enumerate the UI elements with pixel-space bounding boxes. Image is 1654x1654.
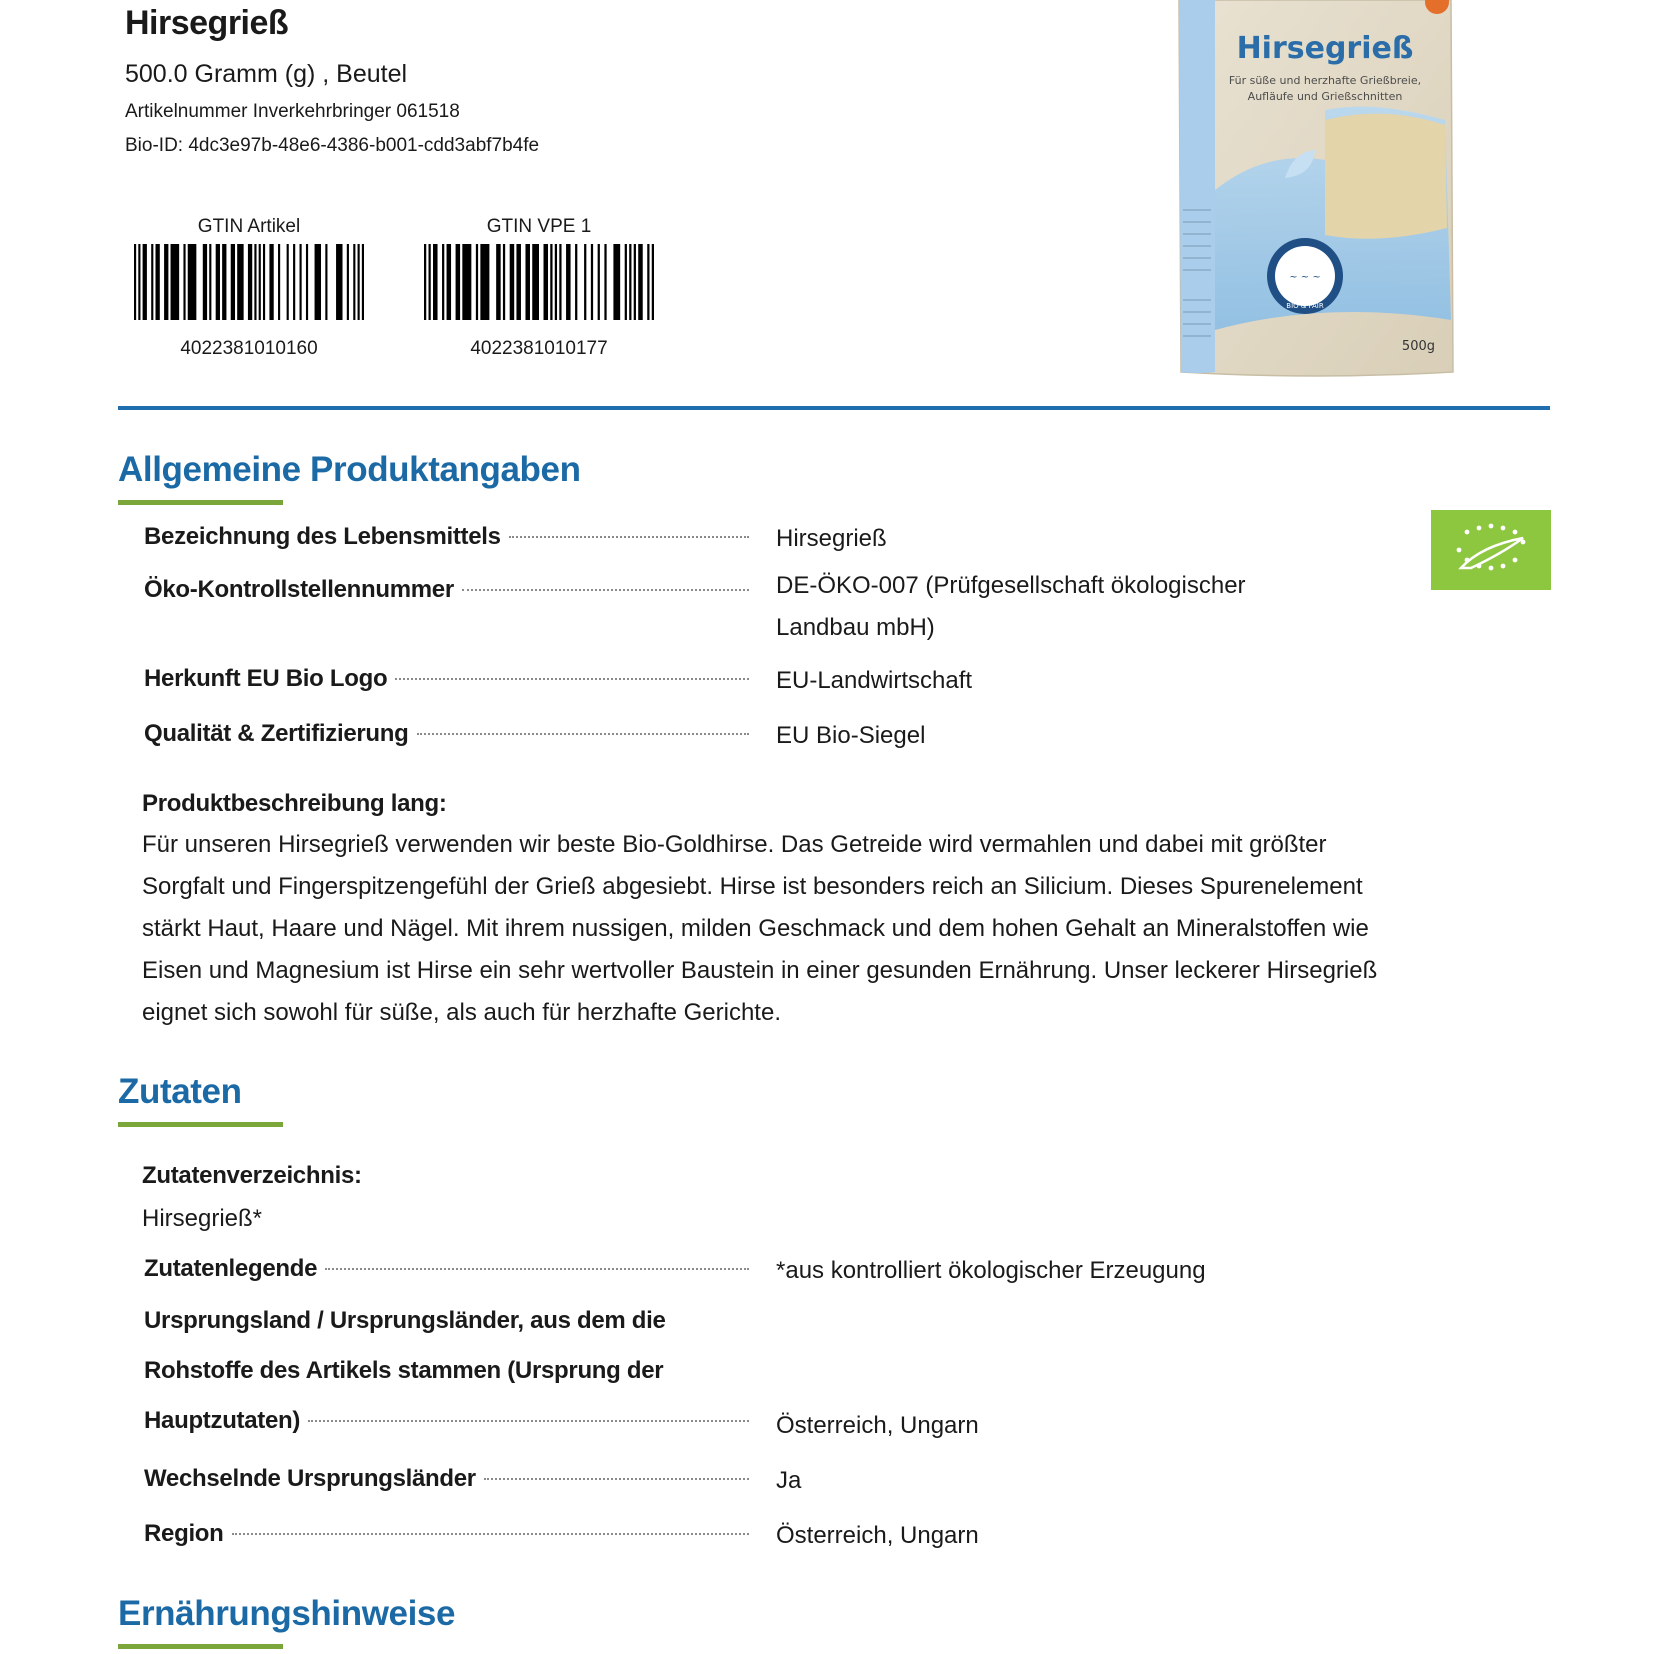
eu-organic-logo (1431, 510, 1551, 590)
barcode-bar (591, 244, 593, 320)
barcode-bar (353, 244, 355, 320)
barcode-bar (462, 244, 471, 320)
dot-leader (417, 733, 749, 735)
dot-leader (509, 536, 749, 538)
barcode-bar (604, 244, 606, 320)
row-value-wechselnd: Ja (776, 1467, 802, 1494)
label-text: Zutatenlegende (144, 1255, 318, 1282)
barcode-bar (544, 244, 549, 320)
barcode-bar (231, 244, 235, 320)
barcode-bar (134, 244, 136, 320)
row-label-region (144, 1509, 749, 1559)
label-line: Ursprungsland / Ursprungsländer, aus dem die (144, 1307, 666, 1334)
label-text: Öko-Kontrollstellennummer (144, 576, 454, 603)
barcode-bar (293, 244, 295, 320)
barcode-bar (254, 244, 256, 320)
section-title-ingredients: Zutaten (118, 1072, 242, 1111)
row-value-region: Österreich, Ungarn (776, 1522, 979, 1549)
svg-text:Für süße und herzhafte Grießbr: Für süße und herzhafte Grießbreie, (1228, 74, 1422, 87)
description-text: Für unseren Hirsegrieß verwenden wir beste Bio-Goldhirse. Das Getreide wird vermahlen und dabei mit größter Sorgfalt und Fingerspitzengefühl der Grieß abgesiebt. Hirse ist besonders reich an Silicium. Dieses Spurenelement stärkt Haut, Haare und Nägel. Mit ihrem nussigen, milden Geschmack und dem hohen Gehalt an Mineralstoffen wie Eisen und Magnesium ist Hirse ein sehr wertvoller Baustein in einer gesunden Ernährung. Unser leckerer Hirsegrieß eignet sich sowohl für süße, als auch für herzhafte Gerichte. (142, 831, 1378, 1026)
label-text: Qualität & Zertifizierung (144, 720, 409, 747)
row-label-wechselnd (144, 1454, 749, 1504)
barcode-bar (433, 244, 438, 320)
barcode-bar (532, 244, 539, 320)
barcode-bar (575, 244, 577, 320)
label-text: Herkunft EU Bio Logo (144, 665, 388, 692)
barcode-bar (456, 244, 461, 320)
barcode-bar (584, 244, 586, 320)
row-value-ursprung: Österreich, Ungarn (776, 1412, 979, 1439)
description-heading: Produktbeschreibung lang: (142, 790, 447, 817)
section-underline (118, 1122, 283, 1127)
barcode-bar (496, 244, 501, 320)
row-label-kontrollstelle (144, 565, 749, 615)
label-line-last (144, 1396, 749, 1446)
barcode-bar (550, 244, 552, 320)
row-value-bezeichnung: Hirsegrieß (776, 525, 887, 552)
barcode-icon (424, 244, 654, 320)
barcode-bar (476, 244, 478, 320)
barcode-bar (442, 244, 444, 320)
row-label-legende (144, 1244, 749, 1294)
row-value-qualitaet: EU Bio-Siegel (776, 722, 926, 749)
row-label-qualitaet (144, 709, 749, 759)
dot-leader (232, 1533, 749, 1535)
barcode-bar (647, 244, 649, 320)
barcode-bar (222, 244, 226, 320)
barcode-bar (598, 244, 600, 320)
section-title-general: Allgemeine Produktangaben (118, 450, 581, 489)
barcode-bar (306, 244, 308, 320)
barcode-bar (629, 244, 631, 320)
barcode-bar (559, 244, 561, 320)
svg-text:500g: 500g (1401, 339, 1435, 354)
dot-leader (395, 678, 749, 680)
row-label-herkunft (144, 654, 749, 704)
barcode-bar (516, 244, 521, 320)
section-title-nutrition: Ernährungshinweise (118, 1594, 456, 1633)
barcode-bar (555, 244, 557, 320)
barcode-bar (625, 244, 627, 320)
label-text: Bezeichnung des Lebensmittels (144, 523, 501, 550)
barcode-gtin-vpe (424, 216, 654, 360)
barcode-bar (237, 244, 243, 320)
barcode-bar (151, 244, 153, 320)
barcode-gtin-artikel (134, 216, 364, 360)
barcode-bar (287, 244, 289, 320)
barcode-bar (510, 244, 515, 320)
barcode-bar (429, 244, 431, 320)
barcode-bar (525, 244, 530, 320)
barcode-bar (652, 244, 654, 320)
section-underline (118, 500, 283, 505)
barcode-bar (347, 244, 349, 320)
barcode-bar (638, 244, 643, 320)
barcode-bar (164, 244, 168, 320)
barcode-bar (358, 244, 360, 320)
section-underline (118, 1644, 283, 1649)
dot-leader (484, 1478, 749, 1480)
barcode-bar (634, 244, 636, 320)
barcode-bar (216, 244, 220, 320)
product-size: 500.0 Gramm (g) , Beutel (125, 60, 408, 88)
row-value-legende: *aus kontrolliert ökologischer Erzeugung (776, 1257, 1206, 1284)
row-label-ursprung (144, 1296, 749, 1446)
row-label-bezeichnung (144, 512, 749, 562)
barcode-bar (315, 244, 321, 320)
article-number: Artikelnummer Inverkehrbringer 061518 (125, 101, 460, 122)
dot-leader (308, 1420, 749, 1422)
barcode-label: GTIN VPE 1 (486, 216, 592, 237)
barcode-bar (188, 244, 197, 320)
barcode-bar (143, 244, 147, 320)
barcode-label: GTIN Artikel (197, 216, 301, 237)
barcode-bar (566, 244, 571, 320)
eu-leaf-icon (1431, 510, 1551, 590)
barcode-bar (613, 244, 620, 320)
barcode-bar (248, 244, 252, 320)
label-text: Region (144, 1520, 224, 1547)
barcode-bar (336, 244, 342, 320)
header-divider (118, 406, 1550, 410)
barcode-number: 4022381010160 (180, 338, 318, 359)
barcode-bar (183, 244, 185, 320)
barcode-bar (156, 244, 160, 320)
barcode-bar (325, 244, 327, 320)
ingredients-heading: Zutatenverzeichnis: (142, 1162, 362, 1189)
dot-leader (325, 1268, 749, 1270)
barcode-bar (424, 244, 426, 320)
bio-id: Bio-ID: 4dc3e97b-48e6-4386-b001-cdd3abf7b4fe (125, 135, 540, 156)
barcode-bar (138, 244, 140, 320)
barcode-bar (447, 244, 452, 320)
ingredients-text: Hirsegrieß* (142, 1205, 263, 1232)
barcode-bar (480, 244, 489, 320)
row-value-kontrollstelle: DE-ÖKO-007 (Prüfgesellschaft ökologischer Landbau mbH) (776, 572, 1246, 641)
svg-text:Hirsegrieß: Hirsegrieß (1236, 31, 1414, 66)
row-value-herkunft: EU-Landwirtschaft (776, 667, 973, 694)
svg-text:Aufläufe und Grießschnitten: Aufläufe und Grießschnitten (1247, 90, 1403, 103)
product-title: Hirsegrieß (125, 4, 289, 42)
product-package-image (1175, 0, 1455, 380)
barcode-icon (134, 244, 364, 320)
barcode-bar (503, 244, 505, 320)
dot-leader (462, 589, 749, 591)
svg-text:~ ~ ~: ~ ~ ~ (1289, 272, 1321, 283)
barcode-bar (269, 244, 273, 320)
barcode-bar (263, 244, 265, 320)
barcode-bar (278, 244, 280, 320)
svg-text:BIO & FAIR: BIO & FAIR (1286, 302, 1324, 310)
barcode-bar (209, 244, 211, 320)
barcode-bar (171, 244, 180, 320)
label-line: Rohstoffe des Artikels stammen (Ursprung der (144, 1357, 664, 1384)
barcode-bar (203, 244, 207, 320)
barcode-bar (362, 244, 364, 320)
barcode-bar (300, 244, 302, 320)
label-text: Hauptzutaten) (144, 1407, 301, 1434)
label-text: Wechselnde Ursprungsländer (144, 1465, 476, 1492)
barcode-number: 4022381010177 (470, 338, 608, 359)
barcode-bar (259, 244, 261, 320)
